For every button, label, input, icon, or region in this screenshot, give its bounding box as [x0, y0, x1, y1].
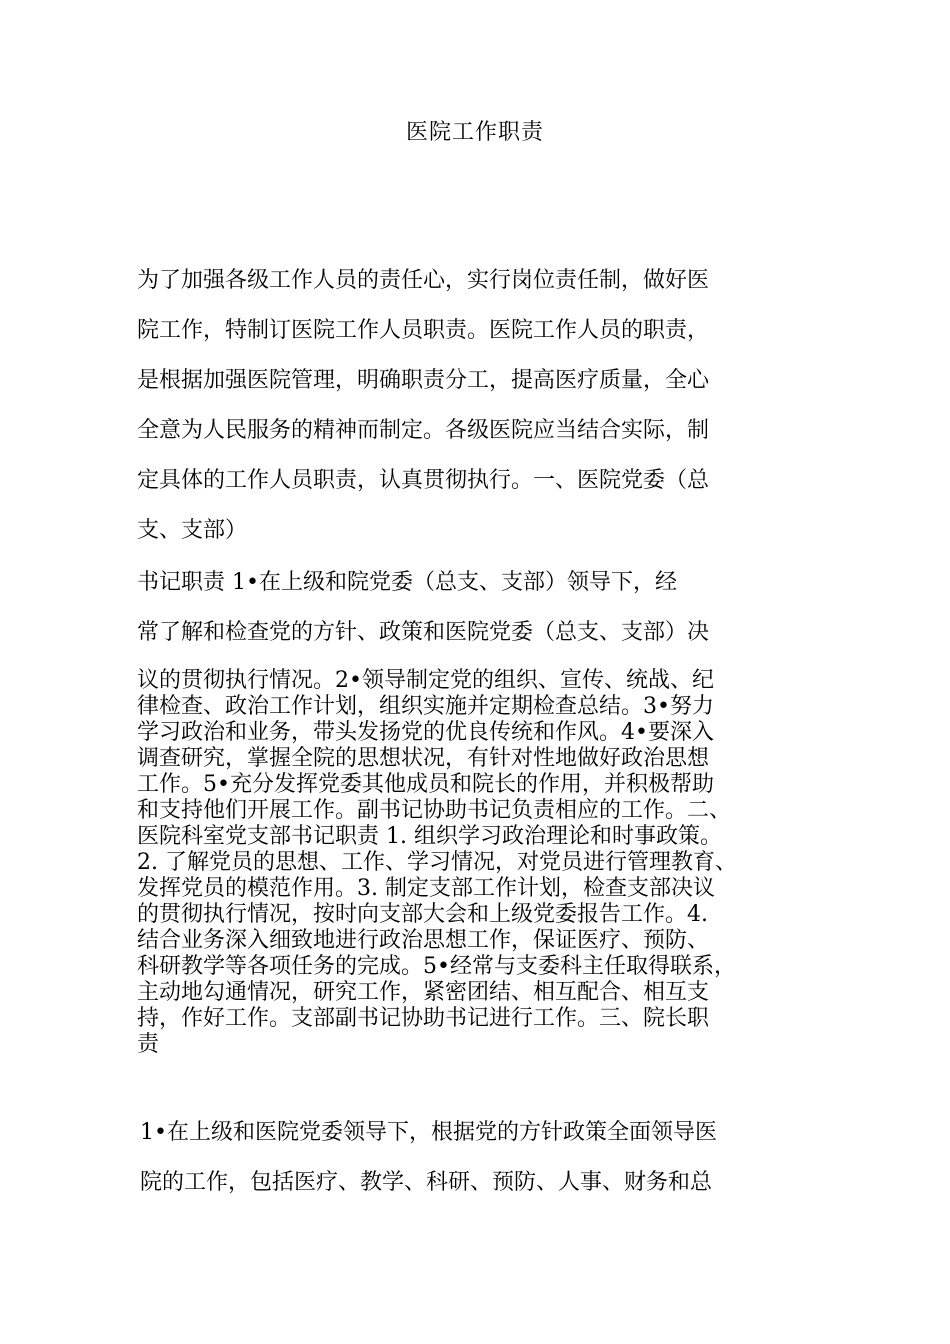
text-line: 责: [137, 1032, 160, 1057]
text-line: 工作。5•充分发挥党委其他成员和院长的作用，并积极帮助: [137, 772, 714, 797]
text-line: 院工作，特制订医院工作人员职责。医院工作人员的职责，: [137, 318, 710, 343]
text-line: 为了加强各级工作人员的责任心，实行岗位责任制，做好医: [137, 268, 710, 293]
text-line: 2. 了解党员的思想、工作、学习情况，对党员进行管理教育、: [137, 850, 737, 875]
paragraph-dense-duties: [137, 668, 837, 1058]
text-line: 支、支部）: [137, 518, 248, 543]
paragraph-secretary-duties: [137, 558, 837, 658]
text-line: 发挥党员的模范作用。3. 制定支部工作计划，检查支部决议: [137, 876, 715, 901]
text-line: 院的工作，包括医疗、教学、科研、预防、人事、财务和总: [140, 1170, 713, 1195]
paragraph-intro: [137, 256, 837, 556]
text-line: 调查研究，掌握全院的思想状况，有针对性地做好政治思想: [137, 746, 710, 771]
text-line: 是根据加强医院管理，明确职责分工，提高医疗质量，全心: [137, 368, 710, 393]
text-line: 常了解和检查党的方针、政策和医院党委（总支、支部）决: [137, 620, 710, 645]
text-line: 律检查、政治工作计划，组织实施并定期检查总结。3•努力: [137, 694, 714, 719]
text-line: 结合业务深入细致地进行政治思想工作，保证医疗、预防、: [137, 928, 710, 953]
text-line: 全意为人民服务的精神而制定。各级医院应当结合实际，制: [137, 418, 710, 443]
text-line: 主动地勾通情况，研究工作，紧密团结、相互配合、相互支: [137, 980, 710, 1005]
text-line: 医院科室党支部书记职责 1. 组织学习政治理论和时事政策。: [137, 824, 722, 849]
text-line: 科研教学等各项任务的完成。5•经常与支委科主任取得联系，: [137, 954, 736, 979]
text-line: 学习政治和业务，带头发扬党的优良传统和作风。4•要深入: [137, 720, 714, 745]
page-title: 医院工作职责: [405, 120, 544, 145]
text-line: 议的贯彻执行情况。2•领导制定党的组织、宣传、统战、纪: [137, 668, 714, 693]
text-line: 的贯彻执行情况，按时向支部大会和上级党委报告工作。4.: [137, 902, 708, 927]
text-line: 持，作好工作。支部副书记协助书记进行工作。三、院长职: [137, 1006, 710, 1031]
text-line: 定具体的工作人员职责，认真贯彻执行。一、医院党委（总: [137, 468, 710, 493]
text-line: 书记职责 1•在上级和院党委（总支、支部）领导下，经: [137, 570, 677, 595]
text-line: 1•在上级和医院党委领导下，根据党的方针政策全面领导医: [140, 1120, 717, 1145]
text-line: 和支持他们开展工作。副书记协助书记负责相应的工作。二、: [137, 798, 732, 823]
paragraph-president-duties: [140, 1108, 840, 1208]
